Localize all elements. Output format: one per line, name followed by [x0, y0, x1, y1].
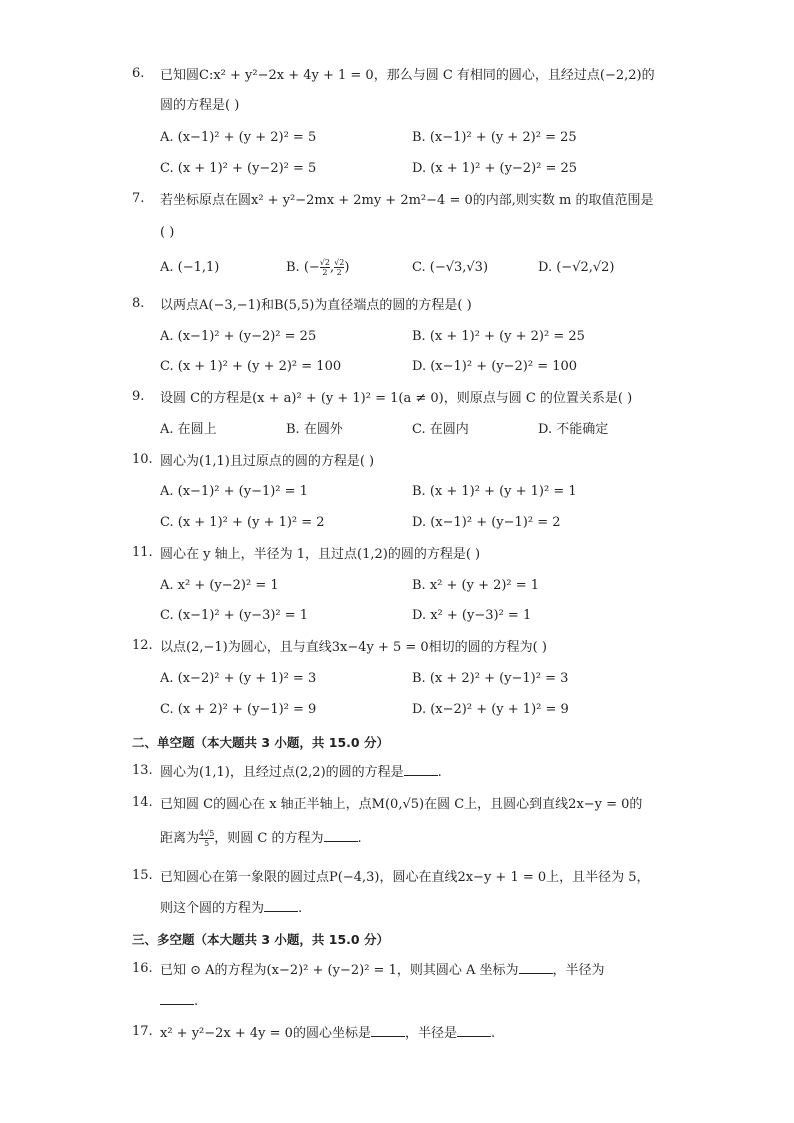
option-c: C. (x + 1)² + (y−2)² = 5 — [160, 161, 317, 176]
section-heading: 三、多空题（本大题共 3 小题，共 15.0 分） — [132, 932, 389, 947]
option-a: A. (x−1)² + (y−2)² = 25 — [160, 329, 317, 344]
question-number: 6. — [132, 66, 145, 81]
question-number: 14. — [132, 795, 153, 810]
fraction — [320, 258, 330, 277]
option-d: D. (x + 1)² + (y−2)² = 25 — [412, 161, 578, 176]
question-stem-line2 — [160, 829, 672, 849]
option-c: C. (x + 1)² + (y + 1)² = 2 — [160, 515, 325, 530]
question-stem: 以点(2,−1)为圆心，且与直线3x−4y + 5 = 0相切的圆的方程为( ) — [160, 640, 547, 655]
answer-blank[interactable] — [371, 1024, 405, 1037]
option-c: C. (−√3,√3) — [412, 260, 489, 275]
option-a: A. (x−1)² + (y + 2)² = 5 — [160, 130, 317, 145]
option-d: D. (x−2)² + (y + 1)² = 9 — [412, 702, 569, 717]
option-d: D. (x−1)² + (y−1)² = 2 — [412, 515, 561, 530]
option-c: C. (x + 1)² + (y + 2)² = 100 — [160, 359, 342, 374]
question-stem: 圆心为(1,1)且过原点的圆的方程是( ) — [160, 454, 375, 469]
question-stem: 圆心在 y 轴上，半径为 1，且过点(1,2)的圆的方程是( ) — [160, 547, 481, 562]
option-c: C. (x−1)² + (y−3)² = 1 — [160, 608, 309, 623]
fraction-denominator: 2 — [322, 268, 328, 277]
question-stem: 以两点A(−3,−1)和B(5,5)为直径端点的圆的方程是( ) — [160, 298, 472, 313]
option-b: B. (x + 1)² + (y + 2)² = 25 — [412, 329, 585, 344]
option-d: D. (x−1)² + (y−2)² = 100 — [412, 359, 578, 374]
option-a: A. (−1,1) — [160, 260, 220, 275]
option-b: B. 在圆外 — [286, 422, 343, 437]
option-b-prefix: B. (− — [286, 260, 320, 275]
question-number: 15. — [132, 868, 153, 883]
stem-text: 已知 ⊙ A的方程为(x−2)² + (y−2)² = 1，则其圆心 A 坐标为 — [160, 963, 519, 978]
fraction-numerator: 4√5 — [199, 829, 215, 838]
question-number: 10. — [132, 452, 153, 467]
answer-blank[interactable] — [519, 961, 553, 974]
fraction — [334, 258, 344, 277]
stem-end: . — [437, 765, 442, 780]
option-b-suffix: ) — [344, 260, 350, 275]
question-stem — [160, 1024, 672, 1044]
option-a: A. (x−1)² + (y−1)² = 1 — [160, 484, 308, 499]
question-stem-line2: 圆的方程是( ) — [160, 98, 240, 113]
stem-end: . — [194, 994, 199, 1009]
question-number: 12. — [132, 638, 153, 653]
stem-text: x² + y²−2x + 4y = 0的圆心坐标是 — [160, 1026, 371, 1041]
question-number: 9. — [132, 389, 145, 404]
answer-blank[interactable] — [457, 1024, 491, 1037]
question-stem-line1 — [160, 961, 672, 981]
stem-text: ，半径是 — [404, 1026, 457, 1041]
fraction-numerator: √2 — [334, 258, 345, 267]
answer-blank[interactable] — [160, 992, 194, 1005]
question-stem-line2 — [160, 899, 672, 919]
fraction-denominator: 5 — [204, 839, 210, 848]
option-c: C. (x + 2)² + (y−1)² = 9 — [160, 702, 317, 717]
option-d: D. (−√2,√2) — [538, 260, 615, 275]
stem-text: ，半径为 — [552, 963, 605, 978]
stem-text: ，则圆 C 的方程为 — [214, 831, 324, 846]
stem-end: . — [490, 1026, 496, 1041]
question-number: 13. — [132, 763, 153, 778]
question-stem-line1: 已知圆C:x² + y²−2x + 4y + 1 = 0，那么与圆 C 有相同的圆心，且经过点(−2,2)的 — [160, 68, 655, 83]
question-number: 7. — [132, 191, 145, 206]
question-number: 17. — [132, 1024, 153, 1039]
option-a: A. (x−2)² + (y + 1)² = 3 — [160, 671, 317, 686]
stem-text: 则这个圆的方程为 — [160, 901, 265, 916]
stem-end: . — [357, 831, 362, 846]
answer-blank[interactable] — [264, 899, 298, 912]
option-b: B. (− $\frac{√2}{2}$ , $\frac{√2}{2}$ ) — [286, 258, 350, 277]
question-number: 8. — [132, 296, 145, 311]
option-c: C. 在圆内 — [412, 422, 469, 437]
question-number: 16. — [132, 961, 153, 976]
stem-text: 圆心为(1,1)，且经过点(2,2)的圆的方程是 — [160, 765, 404, 780]
question-stem-line1: 已知圆心在第一象限的圆过点P(−4,3)，圆心在直线2x−y + 1 = 0上，且半径为 5， — [160, 870, 650, 885]
stem-end: . — [298, 901, 303, 916]
fraction — [199, 829, 214, 848]
option-d: D. 不能确定 — [538, 422, 609, 437]
option-b: B. (x + 1)² + (y + 1)² = 1 — [412, 484, 577, 499]
option-b: B. (x−1)² + (y + 2)² = 25 — [412, 130, 577, 145]
option-b: B. (x + 2)² + (y−1)² = 3 — [412, 671, 569, 686]
option-a: A. x² + (y−2)² = 1 — [160, 578, 279, 593]
question-stem-line1: 已知圆 C的圆心在 x 轴正半轴上，点M(0,√5)在圆 C上，且圆心到直线2x−y = 0的 — [160, 797, 643, 812]
section-heading: 二、单空题（本大题共 3 小题，共 15.0 分） — [132, 735, 389, 750]
answer-blank[interactable] — [324, 829, 358, 842]
option-a: A. 在圆上 — [160, 422, 217, 437]
fraction-denominator: 2 — [336, 268, 342, 277]
question-stem-line1: 若坐标原点在圆x² + y²−2mx + 2my + 2m²−4 = 0的内部,则实数 m 的取值范围是 — [160, 193, 654, 208]
option-d: D. x² + (y−3)² = 1 — [412, 608, 532, 623]
question-stem: 设圆 C的方程是(x + a)² + (y + 1)² = 1(a ≠ 0)，则原点与圆 C 的位置关系是( ) — [160, 391, 633, 406]
question-stem-line2 — [160, 992, 672, 1012]
fraction-numerator: √2 — [319, 258, 330, 267]
question-stem-line2: ( ) — [160, 225, 175, 240]
question-stem — [160, 763, 672, 783]
question-number: 11. — [132, 545, 153, 560]
answer-blank[interactable] — [404, 763, 438, 776]
option-b: B. x² + (y + 2)² = 1 — [412, 578, 540, 593]
stem-text: 距离为 — [160, 831, 200, 846]
